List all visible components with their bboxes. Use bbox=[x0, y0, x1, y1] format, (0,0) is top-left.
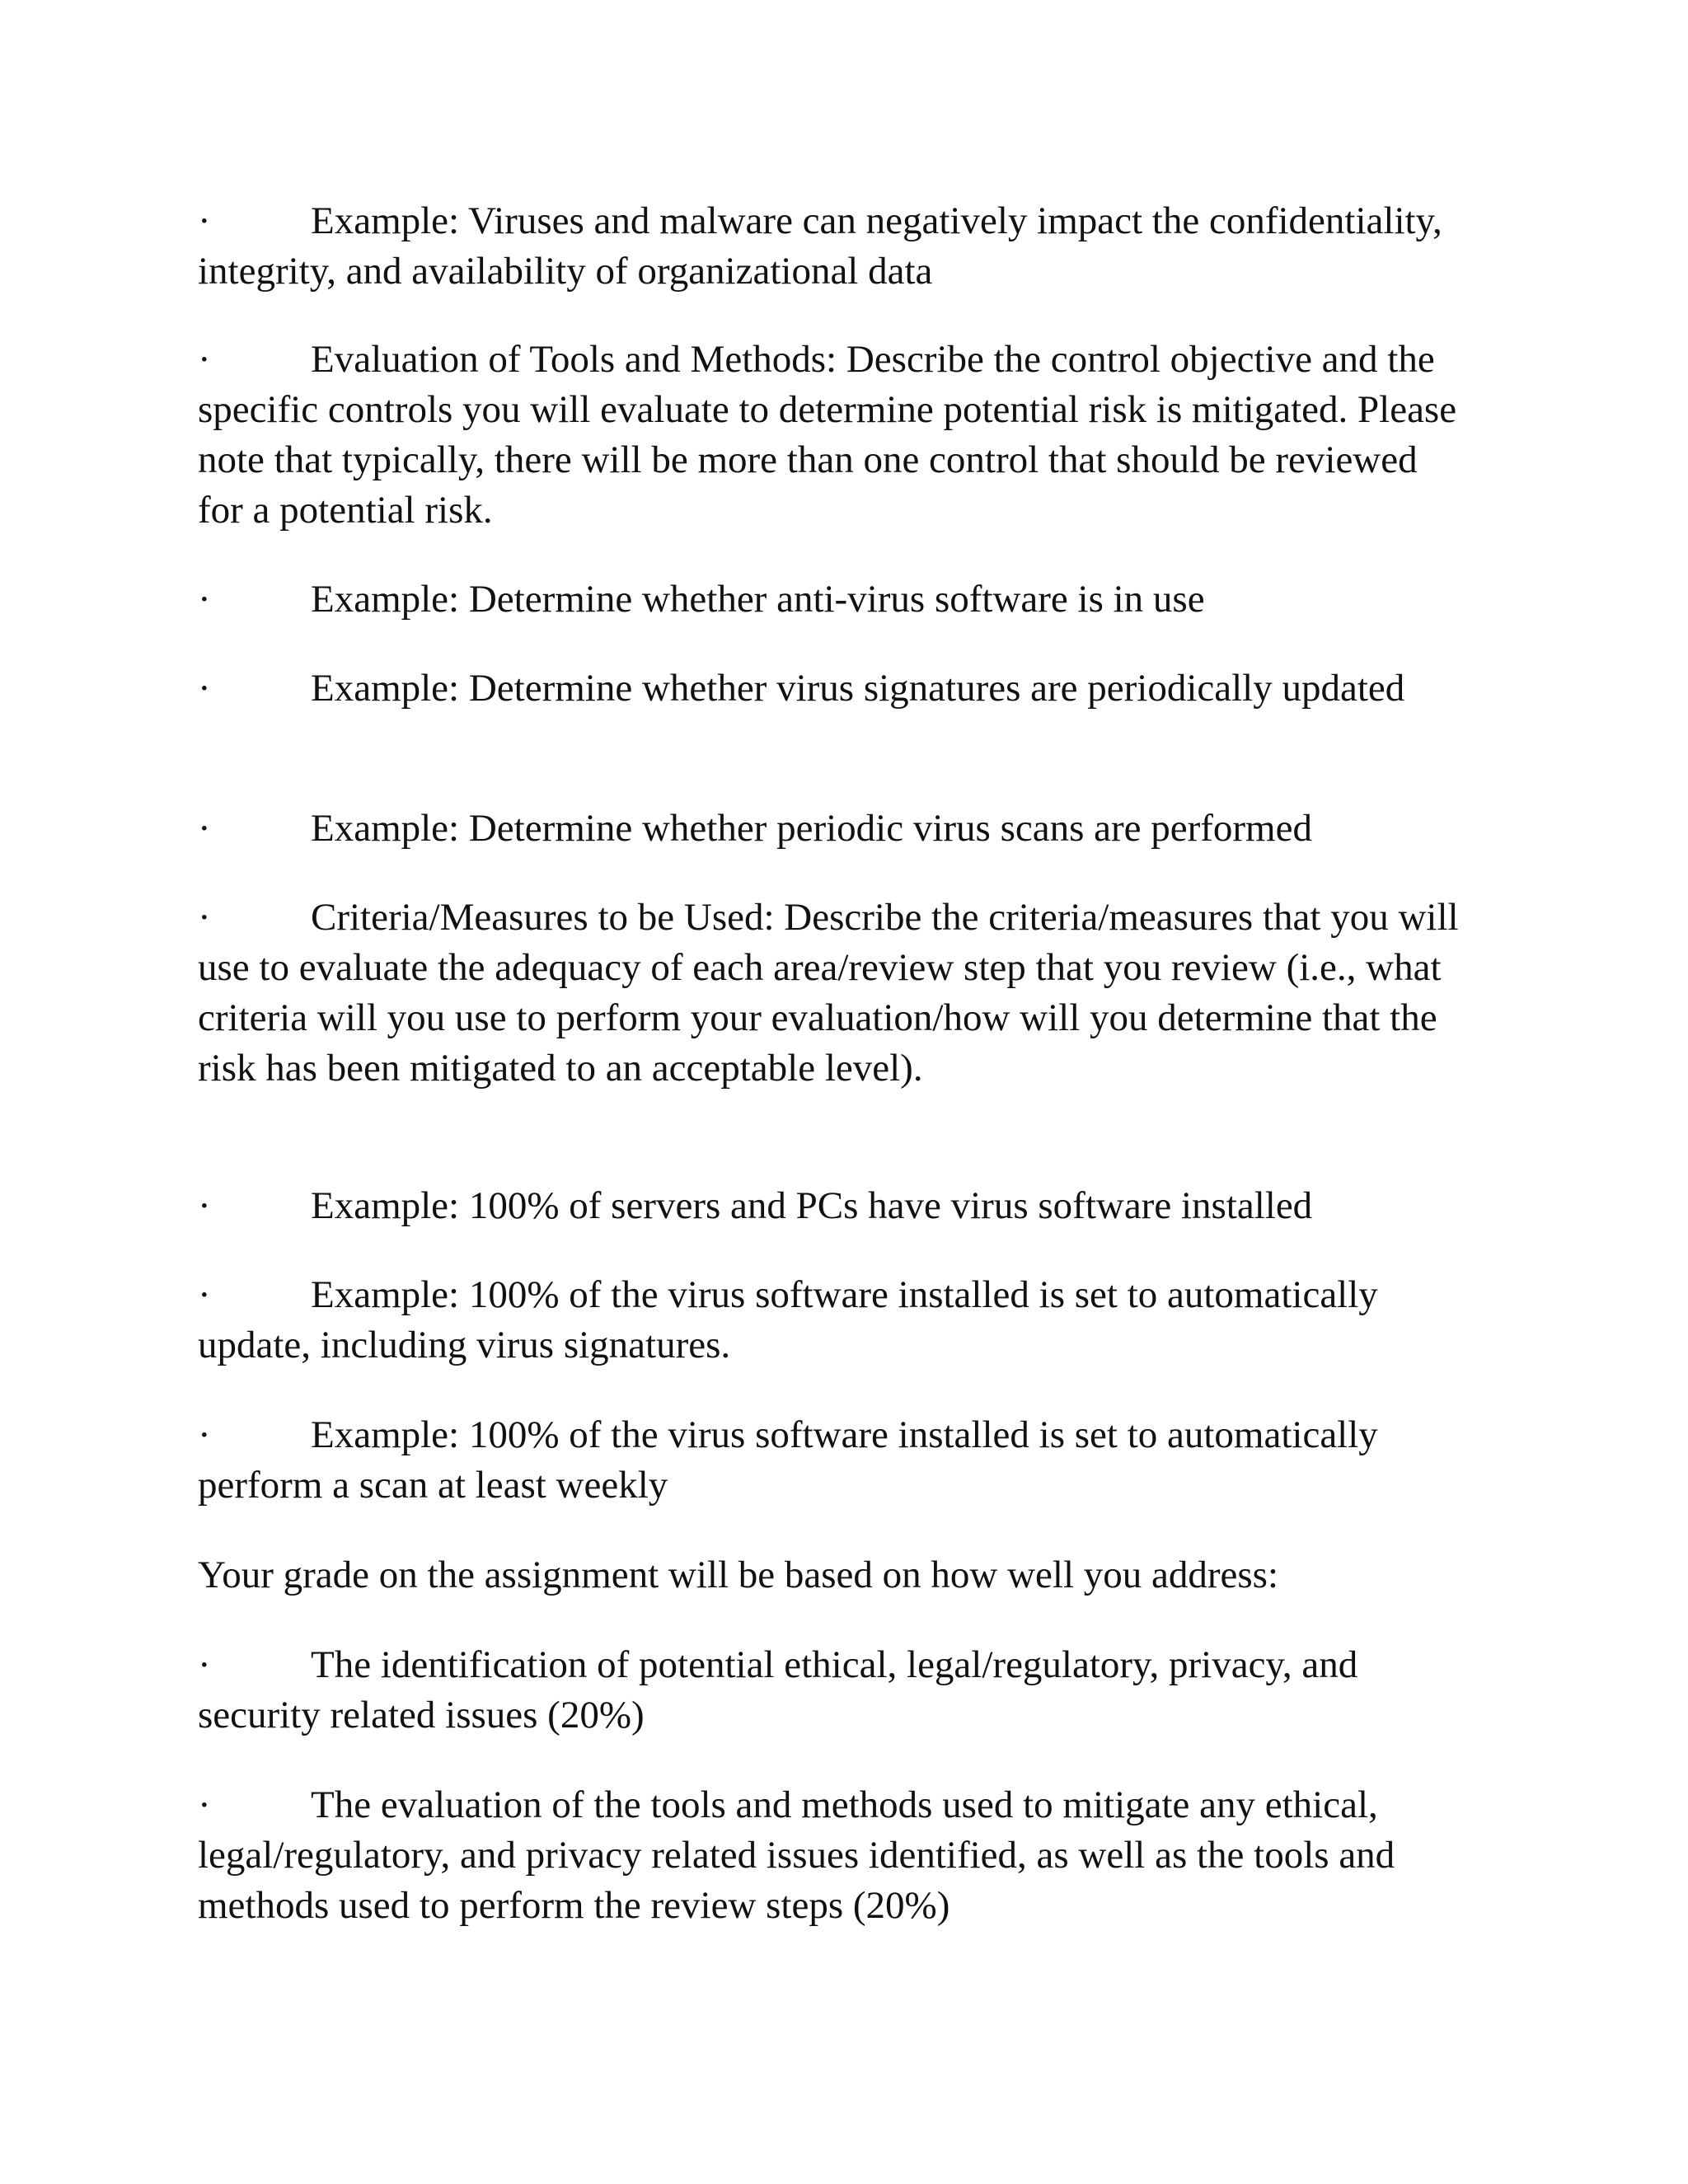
paragraph-11 bbox=[198, 1640, 1467, 1741]
paragraph-5 bbox=[198, 804, 1467, 854]
paragraph-text: Your grade on the assignment will be based on how well you address: bbox=[198, 1554, 1279, 1596]
paragraph-text: The evaluation of the tools and methods used to mitigate any ethical, legal/regulatory, and privacy related issues identified, as well as the tools and methods used to perform the review steps (20%) bbox=[198, 1783, 1395, 1927]
paragraph-12 bbox=[198, 1780, 1467, 1931]
paragraph-text: Example: Viruses and malware can negatively impact the confidentiality, integrity, and availability of organizational data bbox=[198, 199, 1442, 293]
paragraph-2 bbox=[198, 335, 1467, 536]
paragraph-text: Example: Determine whether virus signatures are periodically updated bbox=[311, 667, 1405, 710]
bullet-mark: · bbox=[198, 896, 211, 939]
paragraph-7 bbox=[198, 1181, 1467, 1231]
bullet-mark: · bbox=[198, 199, 211, 242]
paragraph-text: Example: Determine whether periodic virus scans are performed bbox=[311, 807, 1312, 850]
bullet-mark: · bbox=[198, 1783, 211, 1826]
paragraph-text: Example: Determine whether anti-virus software is in use bbox=[311, 578, 1205, 621]
paragraph-1 bbox=[198, 196, 1467, 297]
paragraph-text: The identification of potential ethical, legal/regulatory, privacy, and security related issues (20%) bbox=[198, 1643, 1358, 1736]
bullet-mark: · bbox=[198, 338, 211, 381]
paragraph-text: Example: 100% of the virus software installed is set to automatically perform a scan at least weekly bbox=[198, 1413, 1378, 1507]
paragraph-6 bbox=[198, 893, 1467, 1094]
paragraph-text: Evaluation of Tools and Methods: Describe the control objective and the specific controls you will evaluate to determine potential risk is mitigated. Please note that typically, there will be more than one control that should be reviewed for a potential risk. bbox=[198, 338, 1457, 532]
bullet-mark: · bbox=[198, 578, 211, 621]
bullet-mark: · bbox=[198, 1643, 211, 1686]
paragraph-4 bbox=[198, 663, 1467, 714]
paragraph-text: Criteria/Measures to be Used: Describe the criteria/measures that you will use to evaluate the adequacy of each area/review step that you review (i.e., what criteria will you use to perform your evaluation/how will you determine that the risk has been mitigated to an acceptable level). bbox=[198, 896, 1459, 1090]
paragraph-text: Example: 100% of servers and PCs have virus software installed bbox=[311, 1184, 1313, 1227]
bullet-mark: · bbox=[198, 1273, 211, 1316]
bullet-mark: · bbox=[198, 1413, 211, 1456]
paragraph-3 bbox=[198, 574, 1467, 625]
bullet-mark: · bbox=[198, 807, 211, 850]
paragraph-9 bbox=[198, 1410, 1467, 1511]
bullet-mark: · bbox=[198, 1184, 211, 1227]
paragraph-10 bbox=[198, 1550, 1467, 1601]
paragraph-text: Example: 100% of the virus software installed is set to automatically update, including virus signatures. bbox=[198, 1273, 1378, 1366]
paragraph-8 bbox=[198, 1270, 1467, 1371]
bullet-mark: · bbox=[198, 667, 211, 710]
